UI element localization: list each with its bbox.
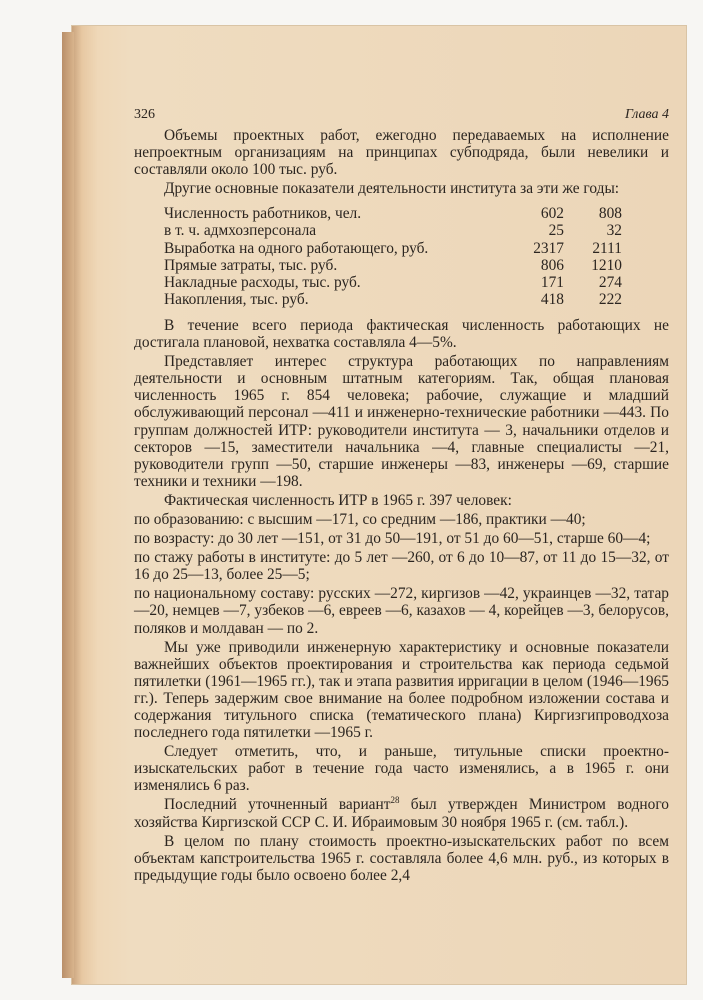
stat-label: Численность работников, чел.: [164, 205, 362, 223]
paragraph: Следует отметить, что, и раньше, титульные списки проектно-изыскательских работ в течение года часто изменялись, а в 1965 г. они изменялись 6 раз.: [134, 743, 669, 795]
stat-value: 2317: [533, 239, 564, 257]
stat-value: 806: [540, 256, 564, 274]
stat-label: в т. ч. адмхозперсонала: [164, 222, 317, 240]
paragraph: Представляет интерес структура работающих по направлениям деятельности и основным штатным категориям. Так, общая плановая численность 1965 г. 854 человека; рабочие, служащие и младший обслуживающий персонал —411 и инженерно-технические работники —443. По группам должностей ИТР: руководители института — 3, начальники отделов и секторов —15, заместители начальника —4, главные специалисты —21, руководители групп —50, старшие инженеры —83, инженеры —69, старшие техники и техники —198.: [134, 353, 669, 490]
breakdown-line: по стажу работы в институте: до 5 лет —260, от 6 до 10—87, от 11 до 15—32, от 16 до 25—13, более 25—5;: [134, 549, 669, 584]
stat-value: 171: [540, 273, 564, 291]
stats-table: [164, 205, 622, 308]
text-run: был утвержден Министром водного хозяйства Киргизской ССР С. И. Ибраимовым 30 ноября 1965 г. (см. табл.).: [134, 796, 669, 831]
paragraph: В целом по плану стоимость проектно-изыскательских работ по всем объектам капстроительства 1965 г. составляла более 4,6 млн. руб., из которых в предыдущие годы было освоено более 2,4: [134, 832, 669, 884]
stat-value: 602: [540, 205, 564, 223]
paragraph: В течение всего периода фактическая численность работающих не достигала плановой, нехватка составляла 4—5%.: [134, 316, 669, 352]
table-row: [164, 222, 622, 239]
chapter-title: Глава 4: [625, 107, 669, 122]
stat-label: Прямые затраты, тыс. руб.: [164, 256, 338, 274]
stat-value: 808: [598, 205, 622, 223]
stat-value: 418: [540, 290, 564, 308]
paragraph: Фактическая численность ИТР в 1965 г. 397 человек:: [164, 491, 512, 509]
running-header: [134, 103, 669, 127]
stat-value: 274: [598, 273, 622, 291]
breakdown-line: по национальному составу: русских —272, киргизов —42, украинцев —32, татар —20, немцев —7, узбеков —6, евреев —6, казахов — 4, корейцев —3, белорусов, поляков и молдаван — по 2.: [134, 585, 669, 637]
stat-label: Выработка на одного работающего, руб.: [164, 239, 429, 257]
table-row: [164, 274, 622, 291]
stat-value: 25: [548, 222, 564, 240]
breakdown-line: по образованию: с высшим —171, со средним —186, практики —40;: [134, 510, 586, 528]
breakdown-line: по возрасту: до 30 лет —151, от 31 до 50—191, от 51 до 60—51, старше 60—4;: [134, 530, 651, 548]
table-row: [164, 240, 622, 257]
table-row: [164, 291, 622, 308]
stat-value: 2111: [592, 239, 622, 257]
table-row: [164, 257, 622, 274]
table-row: [164, 205, 622, 222]
paragraph-with-footnote: [134, 796, 669, 830]
page-text: [134, 103, 669, 886]
paragraph: Другие основные показатели деятельности института за эти же годы:: [164, 180, 620, 198]
paragraph: Объемы проектных работ, ежегодно передаваемых на исполнение непроектным организациям на принципах субподряда, были невелики и составляли около 100 тыс. руб.: [134, 127, 669, 179]
stat-label: Накладные расходы, тыс. руб.: [164, 273, 361, 291]
text-run: Последний уточненный вариант: [164, 796, 391, 814]
stat-value: 32: [606, 222, 622, 240]
paragraph: Мы уже приводили инженерную характеристику и основные показатели важнейших объектов проектирования и строительства как периода седьмой пятилетки (1961—1965 гг.), так и этапа развития ирригации в целом (1946—1965 гг.). Теперь задержим свое внимание на более подробном изложении состава и содержания титульного списка (тематического плана) Киргизгипроводхоза последнего года пятилетки —1965 г.: [134, 638, 669, 742]
stat-value: 1210: [591, 256, 622, 274]
page-number: 326: [134, 107, 155, 122]
footnote-mark: 28: [390, 795, 400, 806]
stat-value: 222: [598, 290, 622, 308]
stat-label: Накопления, тыс. руб.: [164, 290, 309, 308]
